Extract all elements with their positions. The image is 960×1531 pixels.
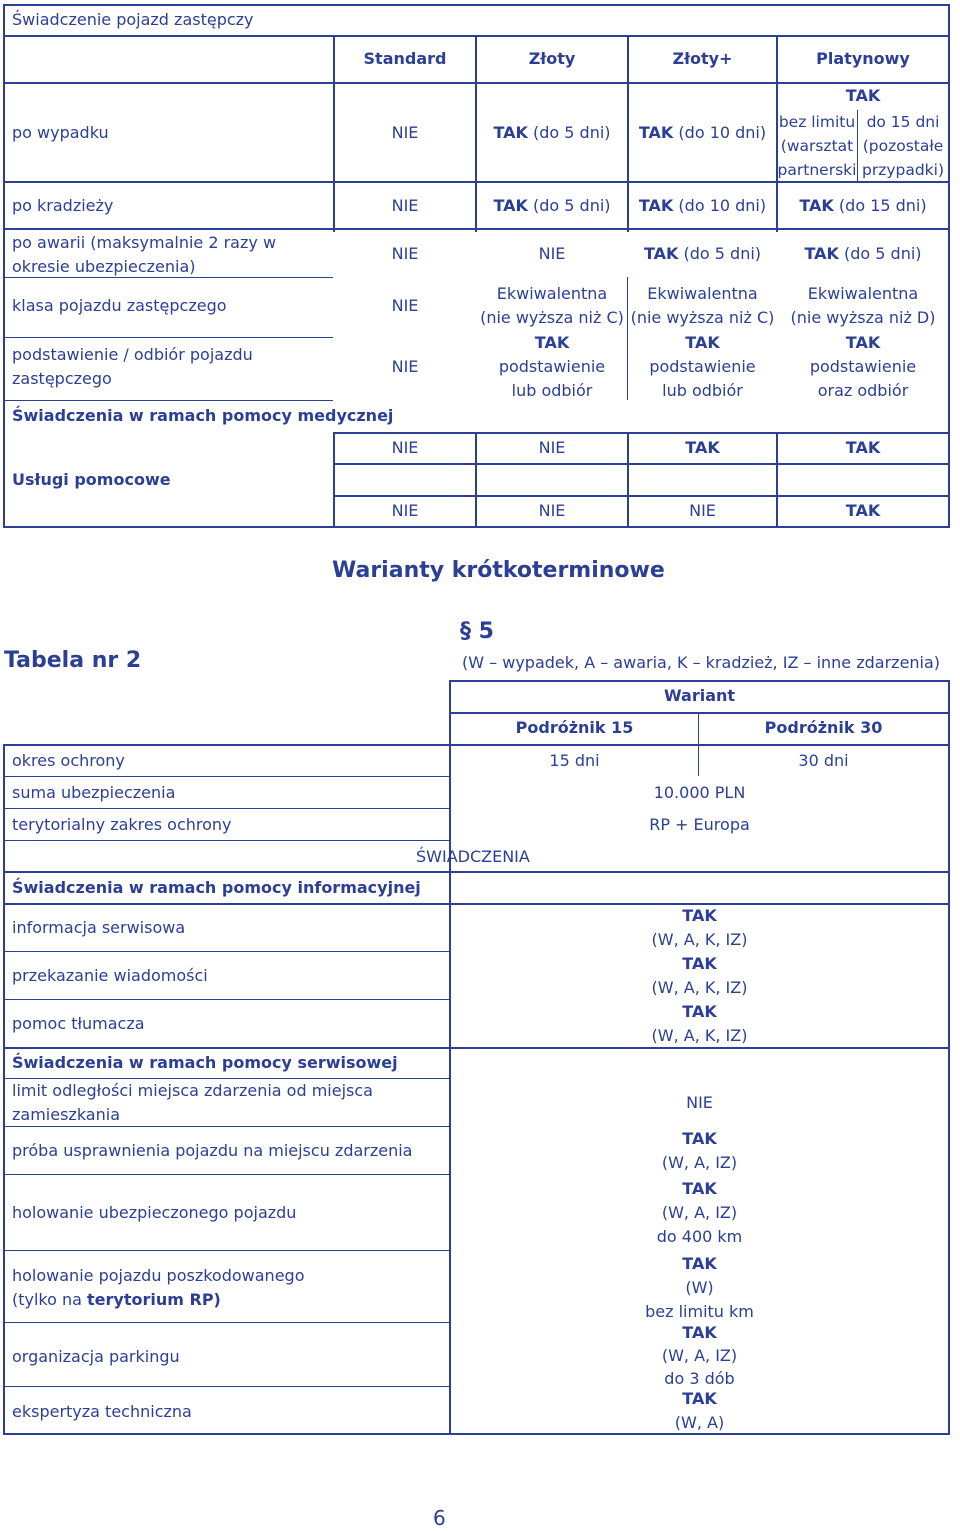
cell-detail: (do 5 dni) [678,244,762,263]
cell-line: (pozostałe [862,137,944,155]
cell-detail: bez limitu km [645,1302,754,1321]
tak-value: TAK [682,1254,717,1273]
header-platynowy: Platynowy [816,49,910,68]
row-label-holowanie-2: holowanie pojazdu poszkodowanego [12,1266,305,1285]
cell-value: NIE [686,1093,713,1112]
cell-value: RP + Europa [649,815,750,834]
cell-line: lub odbiór [662,381,743,400]
row-label-po-awarii: po awarii (maksymalnie 2 razy w [12,233,277,252]
tak-value: TAK [638,123,674,142]
cell-detail: do 400 km [656,1227,743,1246]
tak-value: TAK [493,123,528,142]
cell-detail: (do 5 dni) [838,244,922,263]
cell-line: przypadki) [861,161,945,179]
row-label-ekspertyza: ekspertyza techniczna [12,1402,192,1421]
cell-line: (nie wyższa niż C) [480,308,624,327]
tak-value: TAK [682,906,717,925]
tak-value: TAK [845,438,881,457]
cell-value [451,1000,948,1048]
tak-value: TAK [685,438,720,457]
cell-value [451,952,948,1000]
cell-detail: (W) [685,1278,714,1297]
tak-value: TAK [682,954,717,973]
tak-value: TAK [682,1389,717,1408]
cell-value: NIE [391,438,419,457]
header-podroznik-30: Podróżnik 30 [764,718,883,737]
row-label-podstawienie: podstawienie / odbiór pojazdu [12,345,253,364]
row-label-limit: limit odległości miejsca zdarzenia od miejsca [12,1081,373,1100]
cell-value: NIE [391,501,419,520]
cell-value [629,194,776,218]
cell-line: Ekwiwalentna [807,284,919,303]
cell-line: Ekwiwalentna [647,284,758,303]
cell-detail: (do 15 dni) [833,196,927,215]
tak-value: TAK [799,196,834,215]
row-label-po-kradziezy: po kradzieży [12,196,114,215]
cell-detail: (do 10 dni) [673,196,767,215]
cell-detail: (W, A) [674,1413,725,1432]
page-number: 6 [433,1506,446,1530]
platynowy-other-cell [858,110,948,182]
row-label-zakres: terytorialny zakres ochrony [12,815,232,834]
cell-value: NIE [391,244,419,263]
cell-detail: (W, A, K, IZ) [651,930,748,949]
cell-value [629,242,776,266]
legend: (W – wypadek, A – awaria, K – kradzież, IZ – inne zdarzenia) [462,653,941,672]
tak-value: TAK [493,196,528,215]
cell-detail: (do 5 dni) [527,196,611,215]
cell-value [451,1387,948,1435]
cell-value [477,194,627,218]
cell-line: podstawienie [649,357,756,376]
row-label-podstawienie-2: zastępczego [12,369,112,388]
tak-value: TAK [685,333,720,352]
cell-detail: (W, A, K, IZ) [651,978,748,997]
cell-value [629,282,776,330]
cell-value: NIE [391,196,419,215]
cell-detail: (W, A, K, IZ) [651,1026,748,1045]
cell-value [778,194,948,218]
cell-line: (nie wyższa niż D) [790,308,936,327]
tak-value: TAK [804,244,839,263]
row-label-holowanie: holowanie ubezpieczonego pojazdu [12,1203,297,1222]
cell-value [778,331,948,403]
swiadczenia-heading: ŚWIADCZENIA [416,847,530,866]
header-zloty: Złoty [528,49,576,68]
cell-value [451,1252,948,1324]
label-part: (tylko na [12,1290,88,1309]
cell-value: NIE [538,244,566,263]
cell-detail: (W, A, IZ) [661,1346,738,1365]
cell-line: (warsztat [780,137,854,155]
cell-value: NIE [391,357,419,376]
cell-value [778,282,948,330]
cell-detail: (do 5 dni) [527,123,611,142]
cell-detail: (do 10 dni) [673,123,767,142]
tak-value: TAK [682,1179,717,1198]
cell-value [477,121,627,145]
cell-value: 15 dni [549,751,600,770]
cell-line: podstawienie [498,357,606,376]
tak-value: TAK [638,196,674,215]
cell-detail: (W, A, IZ) [661,1153,738,1172]
header-podroznik-15: Podróżnik 15 [515,718,634,737]
row-label-limit-2: zamieszkania [12,1105,120,1124]
tak-value: TAK [682,1323,717,1342]
cell-line: oraz odbiór [817,381,909,400]
row-label-tlumacz: pomoc tłumacza [12,1014,145,1033]
row-label-informacja: informacja serwisowa [12,918,186,937]
header-zloty-plus: Złoty+ [672,49,733,68]
row-label-przekazanie: przekazanie wiadomości [12,966,208,985]
cell-line: podstawienie [809,357,917,376]
cell-value: NIE [391,296,419,315]
row-label-holowanie-2b [12,1288,221,1312]
info-heading: Świadczenia w ramach pomocy informacyjnej [12,878,421,897]
cell-value: 30 dni [798,751,849,770]
table-label: Tabela nr 2 [4,648,142,673]
platynowy-partner-cell [776,110,858,182]
tak-value: TAK [682,1002,717,1021]
cell-value [629,331,776,403]
tak-value: TAK [845,501,881,520]
section-title: Warianty krótkoterminowe [332,558,665,583]
tak-value: TAK [534,333,570,352]
cell-value: NIE [538,501,566,520]
row-label-po-awarii-2: okresie ubezpieczenia) [12,257,196,276]
cell-line: bez limitu [778,113,856,131]
row-label-proba: próba usprawnienia pojazdu na miejscu zdarzenia [12,1141,413,1160]
paragraph-number: § 5 [460,619,494,644]
header-standard: Standard [363,49,447,68]
cell-line: lub odbiór [511,381,593,400]
cell-detail: (W, A, IZ) [661,1203,738,1222]
wariant-header: Wariant [663,686,736,705]
row-label-suma: suma ubezpieczenia [12,783,176,802]
row-label-uslugi: Usługi pomocowe [12,470,171,489]
table-1-title: Świadczenie pojazd zastępczy [12,10,254,29]
row-label-parking: organizacja parkingu [12,1347,180,1366]
row-label-okres: okres ochrony [12,751,125,770]
cell-value [477,331,627,403]
cell-value: NIE [391,123,419,142]
serwis-heading: Świadczenia w ramach pomocy serwisowej [12,1053,398,1072]
row-label-medyczne: Świadczenia w ramach pomocy medycznej [12,406,394,425]
cell-value [451,1127,948,1175]
cell-value: NIE [689,501,716,520]
row-label-po-wypadku: po wypadku [12,123,109,142]
cell-line: do 15 dni [866,113,940,131]
cell-value [477,282,627,330]
cell-value [451,904,948,952]
row-label-klasa: klasa pojazdu zastępczego [12,296,227,315]
tak-value: TAK [845,86,881,105]
cell-value: 10.000 PLN [653,783,746,802]
cell-value [629,121,776,145]
tak-value: TAK [682,1129,717,1148]
cell-line: Ekwiwalentna [496,284,608,303]
cell-detail: do 3 dób [664,1369,735,1388]
cell-value [451,1177,948,1249]
cell-value [451,1321,948,1390]
tak-value: TAK [643,244,679,263]
cell-line: partnerski [777,161,857,179]
cell-value: NIE [538,438,566,457]
label-part-bold: terytorium RP) [87,1290,221,1309]
tak-value: TAK [845,333,881,352]
cell-value [778,242,948,266]
cell-line: (nie wyższa niż C) [630,308,775,327]
